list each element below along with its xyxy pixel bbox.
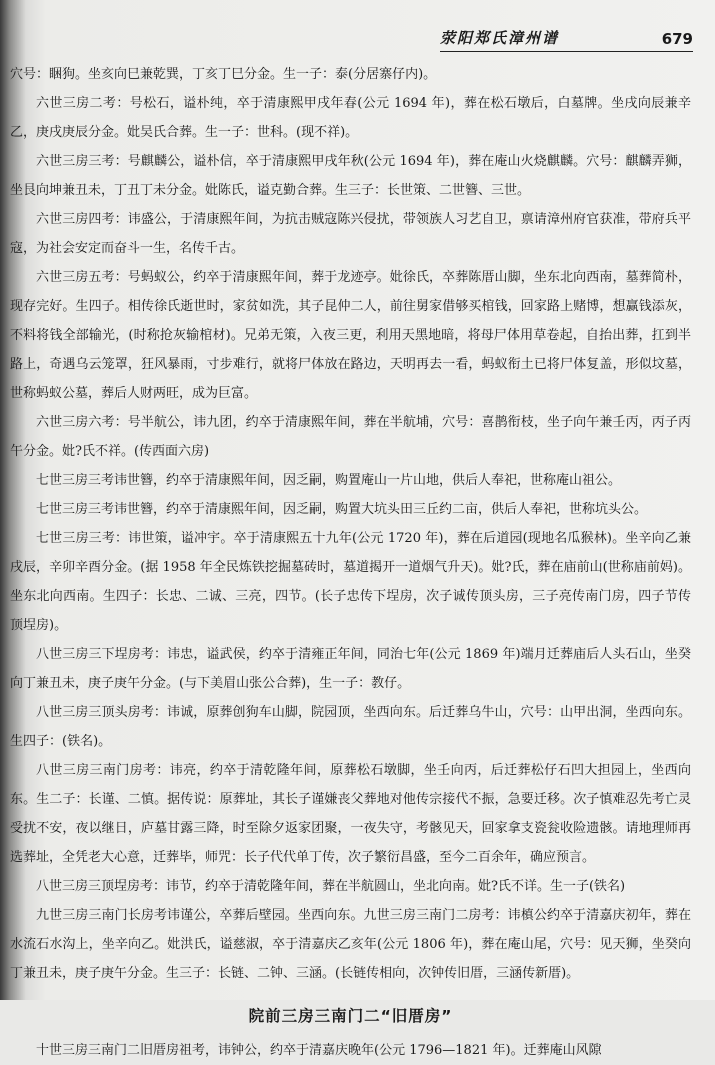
paragraph: 八世三房三顶头房考：讳诚，原葬创狗车山脚，院园顶，坐西向东。后迁葬乌牛山，穴号：山甲出洞，坐西向东。生四子：(铁名)。 bbox=[10, 705, 691, 749]
paragraph: 七世三房三考讳世簪，约卒于清康熙年间，因乏嗣，购置庵山一片山地，供后人奉祀，世称庵山祖公。 bbox=[36, 473, 622, 488]
page-body bbox=[10, 60, 691, 1065]
section-title: 院前三房三南门二“旧厝房” bbox=[248, 1007, 453, 1025]
paragraph: 八世三房三南门房考：讳亮，约卒于清乾隆年间，原葬松石墩脚，坐壬向丙，后迁葬松仔石凹大担园上，坐西向东。生二子：长谨、二慎。据传说：原葬址，其长子谨嫌丧父葬地对他传宗接代不振，急要迁移。次子慎难忍先考亡灵受扰不安，夜以继日，庐墓甘露三降，时至除夕返家团聚，一夜失守，考骸见天，回家拿支瓷瓮收险遗骸。请地理师再选葬址，全凭老大心意，迁葬毕，师咒：长子代代单丁传，次子繁衍昌盛，至今二百余年，确应预言。 bbox=[10, 763, 691, 865]
paragraph: 六世三房六考：号半航公，讳九团，约卒于清康熙年间，葬在半航埔，穴号：喜鹊衔枝，坐子向午兼壬丙，丙子丙午分金。妣?氏不祥。(传西面六房) bbox=[10, 415, 691, 459]
paragraph: 十世三房三南门二旧厝房祖考，讳钟公，约卒于清嘉庆晚年(公元 1796—1821 年)。迁葬庵山风隙 bbox=[36, 1043, 602, 1058]
paragraph: 八世三房三顶埕房考：讳节，约卒于清乾隆年间，葬在半航圆山，坐北向南。妣?氏不详。生一子(铁名) bbox=[36, 879, 626, 894]
paragraph: 七世三房三考讳世簪，约卒于清康熙年间，因乏嗣，购置大坑头田三丘约二亩，供后人奉祀，世称坑头公。 bbox=[36, 502, 648, 517]
paragraph: 穴号：睏狗。坐亥向巳兼乾巽，丁亥丁巳分金。生一子：泰(分居寨仔内)。 bbox=[10, 67, 437, 82]
page-number: 679 bbox=[661, 30, 693, 48]
paragraph: 九世三房三南门长房考讳谨公，卒葬后壁园。坐西向东。九世三房三南门二房考：讳槙公约卒于清嘉庆初年，葬在水流石水沟上，坐辛向乙。妣洪氏，谥慈淑，卒于清嘉庆乙亥年(公元 1806 年)，葬在庵山尾，穴号：见天狮，坐癸向丁兼丑未，庚子庚午分金。生三子：长链、二钟、三涵。(长链传相向，次钟传旧厝，三涵传新厝)。 bbox=[10, 908, 691, 981]
paragraph: 八世三房三下埕房考：讳忠，谥武侯，约卒于清雍正年间，同治七年(公元 1869 年)端月迁葬庙后人头石山，坐癸向丁兼丑未，庚子庚午分金。(与下美眉山张公合葬)，生一子：教仔。 bbox=[10, 647, 691, 691]
paragraph: 六世三房二考：号松石，谥朴纯，卒于清康熙甲戌年春(公元 1694 年)，葬在松石墩后，白墓牌。坐戌向辰兼辛乙，庚戌庚辰分金。妣吴氏合葬。生一子：世科。(现不祥)。 bbox=[10, 96, 691, 140]
paragraph: 六世三房三考：号麒麟公，谥朴信，卒于清康熙甲戌年秋(公元 1694 年)，葬在庵山火烧麒麟。穴号：麒麟弄狮，坐艮向坤兼丑未，丁丑丁未分金。妣陈氏，谥克勤合葬。生三子：长世策、二世簪、三世。 bbox=[10, 154, 691, 198]
book-title: 荥阳郑氏漳州谱 bbox=[440, 29, 560, 47]
paragraph: 七世三房三考：讳世策，谥冲宇。卒于清康熙五十九年(公元 1720 年)，葬在后道园(现地名瓜猴林)。坐辛向乙兼戌辰，辛卯辛酉分金。(据 1958 年全民炼铁挖掘墓砖时，墓道揭开一道烟气升天)。妣?氏，葬在庙前山(世称庙前妈)。坐东北向西南。生四子：长忠、二诚、三亮，四节。(长子忠传下埕房，次子诚传顶头房，三子亮传南门房，四子节传顶埕房)。 bbox=[10, 531, 691, 633]
paragraph: 六世三房四考：讳盛公，于清康熙年间，为抗击贼寇陈兴侵扰，带领族人习艺自卫，禀请漳州府官获准，带府兵平寇，为社会安定而奋斗一生，名传千古。 bbox=[10, 212, 691, 256]
page-header bbox=[440, 22, 693, 52]
paragraph: 六世三房五考：号蚂蚁公，约卒于清康熙年间，葬于龙迹亭。妣徐氏，卒葬陈厝山脚，坐东北向西南，墓葬简朴，现存完好。生四子。相传徐氏逝世时，家贫如洗，其子昆仲二人，前往舅家借够买棺钱，回家路上赌博，想赢钱添灰，不料将钱全部输光，(时称抢灰输棺材)。兄弟无策，入夜三更，利用天黑地暗，将母尸体用草卷起，自抬出葬，扛到半路上，奇遇乌云笼罩，狂风暴雨，寸步难行，就将尸体放在路边，天明再去一看，蚂蚁衔土已将尸体复盖，形似坟墓，世称蚂蚁公墓，葬后人财两旺，成为巨富。 bbox=[10, 270, 691, 401]
